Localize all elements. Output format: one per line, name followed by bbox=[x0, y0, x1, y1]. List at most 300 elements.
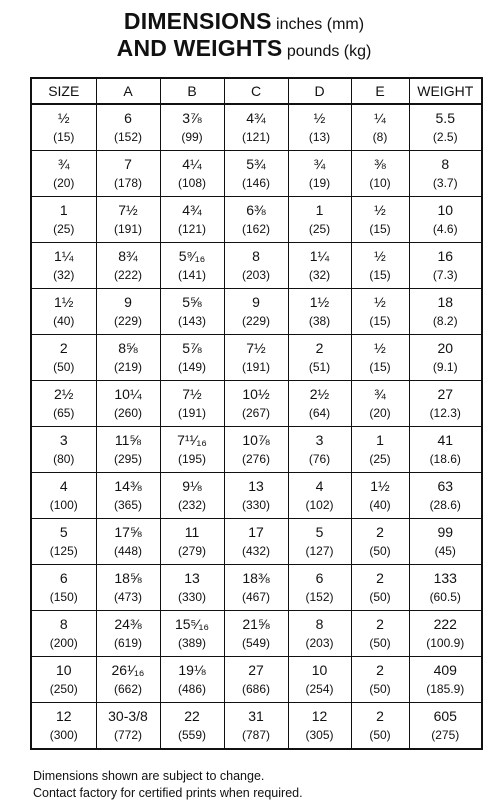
value-imperial: 12 bbox=[55, 708, 72, 724]
cell-c bbox=[224, 104, 288, 151]
cell-b bbox=[160, 473, 224, 519]
value-imperial: 4¾ bbox=[246, 110, 266, 126]
value-imperial: 11⅝ bbox=[114, 432, 142, 448]
value-metric: (772) bbox=[113, 728, 142, 742]
cell-e bbox=[351, 519, 409, 565]
value-imperial: 605 bbox=[433, 708, 457, 724]
value-metric: (152) bbox=[305, 590, 334, 604]
value-imperial: 11 bbox=[184, 524, 200, 540]
table-row bbox=[31, 381, 482, 427]
value-imperial: 9⅛ bbox=[182, 478, 202, 494]
table-row bbox=[31, 243, 482, 289]
cell-d bbox=[288, 427, 351, 473]
cell-size bbox=[31, 657, 96, 703]
value-metric: (432) bbox=[241, 544, 270, 558]
value-metric: (276) bbox=[241, 452, 270, 466]
table-row bbox=[31, 151, 482, 197]
value-metric: (203) bbox=[305, 636, 334, 650]
cell-a bbox=[96, 151, 160, 197]
cell-c bbox=[224, 427, 288, 473]
cell-b bbox=[160, 335, 224, 381]
value-metric: (40) bbox=[369, 498, 391, 512]
value-imperial: 15⁵⁄₁₆ bbox=[174, 616, 210, 632]
cell-size bbox=[31, 519, 96, 565]
value-imperial: 7½ bbox=[118, 202, 138, 218]
value-imperial: 10 bbox=[437, 202, 454, 218]
value-imperial: 409 bbox=[433, 662, 457, 678]
value-imperial: 5.5 bbox=[435, 110, 455, 126]
value-imperial: 19⅛ bbox=[178, 662, 206, 678]
value-imperial: 1 bbox=[59, 202, 68, 218]
cell-weight bbox=[409, 611, 482, 657]
table-row bbox=[31, 611, 482, 657]
title-dimensions: DIMENSIONS bbox=[123, 8, 272, 34]
value-imperial: 1½ bbox=[54, 294, 74, 310]
value-metric: (100) bbox=[49, 498, 78, 512]
value-imperial: 5⅞ bbox=[182, 340, 202, 356]
value-imperial: 20 bbox=[437, 340, 454, 356]
value-metric: (389) bbox=[177, 636, 206, 650]
value-metric: (50) bbox=[369, 636, 391, 650]
value-metric: (127) bbox=[305, 544, 334, 558]
value-metric: (222) bbox=[113, 268, 142, 282]
cell-e bbox=[351, 703, 409, 750]
value-imperial: 2 bbox=[376, 524, 384, 540]
value-metric: (448) bbox=[113, 544, 142, 558]
value-metric: (150) bbox=[49, 590, 78, 604]
cell-d bbox=[288, 703, 351, 750]
title-line-2 bbox=[0, 37, 488, 60]
column-header-weight: WEIGHT bbox=[409, 78, 482, 104]
value-imperial: 7½ bbox=[182, 386, 202, 402]
value-metric: (99) bbox=[181, 130, 203, 144]
value-imperial: 2 bbox=[376, 708, 384, 724]
cell-weight bbox=[409, 243, 482, 289]
cell-b bbox=[160, 657, 224, 703]
value-metric: (467) bbox=[241, 590, 270, 604]
value-metric: (20) bbox=[53, 176, 75, 190]
value-metric: (2.5) bbox=[432, 130, 458, 144]
cell-b bbox=[160, 289, 224, 335]
value-imperial: 18⅝ bbox=[114, 570, 142, 586]
cell-e bbox=[351, 427, 409, 473]
table-row bbox=[31, 289, 482, 335]
value-metric: (191) bbox=[177, 406, 206, 420]
cell-b bbox=[160, 197, 224, 243]
value-imperial: 1¼ bbox=[54, 248, 74, 264]
value-imperial: 7 bbox=[124, 156, 132, 172]
cell-e bbox=[351, 657, 409, 703]
cell-size bbox=[31, 197, 96, 243]
table-row bbox=[31, 657, 482, 703]
value-imperial: 99 bbox=[437, 524, 454, 540]
cell-b bbox=[160, 611, 224, 657]
value-metric: (76) bbox=[308, 452, 331, 466]
cell-weight bbox=[409, 197, 482, 243]
cell-weight bbox=[409, 657, 482, 703]
table-row bbox=[31, 197, 482, 243]
value-imperial: 16 bbox=[437, 248, 454, 264]
table-row bbox=[31, 427, 482, 473]
cell-b bbox=[160, 427, 224, 473]
cell-d bbox=[288, 289, 351, 335]
value-metric: (559) bbox=[177, 728, 206, 742]
value-imperial: 2 bbox=[59, 340, 68, 356]
column-header-b: B bbox=[160, 78, 224, 104]
table-row bbox=[31, 519, 482, 565]
cell-e bbox=[351, 381, 409, 427]
value-metric: (295) bbox=[113, 452, 142, 466]
value-metric: (279) bbox=[177, 544, 206, 558]
value-imperial: 10½ bbox=[242, 386, 270, 402]
cell-a bbox=[96, 335, 160, 381]
cell-weight bbox=[409, 565, 482, 611]
value-imperial: 2½ bbox=[309, 386, 330, 402]
value-metric: (662) bbox=[113, 682, 142, 696]
value-imperial: 31 bbox=[248, 708, 264, 724]
value-metric: (787) bbox=[241, 728, 270, 742]
value-metric: (25) bbox=[308, 222, 331, 236]
value-metric: (100.9) bbox=[426, 636, 465, 650]
value-imperial: 222 bbox=[433, 616, 457, 632]
value-imperial: 2 bbox=[376, 616, 384, 632]
value-imperial: 1 bbox=[376, 432, 384, 448]
value-imperial: ¾ bbox=[313, 156, 326, 172]
value-imperial: 2 bbox=[315, 340, 324, 356]
cell-d bbox=[288, 611, 351, 657]
cell-size bbox=[31, 427, 96, 473]
value-metric: (28.6) bbox=[429, 498, 461, 512]
value-imperial: ½ bbox=[374, 202, 386, 218]
value-metric: (12.3) bbox=[429, 406, 461, 420]
cell-weight bbox=[409, 381, 482, 427]
value-metric: (191) bbox=[113, 222, 142, 236]
value-metric: (121) bbox=[241, 130, 270, 144]
cell-c bbox=[224, 335, 288, 381]
value-imperial: 3 bbox=[59, 432, 68, 448]
cell-size bbox=[31, 289, 96, 335]
dimensions-table bbox=[30, 77, 483, 750]
value-metric: (9.1) bbox=[432, 360, 458, 374]
value-metric: (267) bbox=[241, 406, 270, 420]
value-metric: (254) bbox=[305, 682, 334, 696]
cell-d bbox=[288, 335, 351, 381]
title-weights-unit: pounds (kg) bbox=[282, 43, 372, 60]
cell-e bbox=[351, 151, 409, 197]
table-row bbox=[31, 473, 482, 519]
cell-a bbox=[96, 381, 160, 427]
cell-c bbox=[224, 519, 288, 565]
value-metric: (50) bbox=[53, 360, 75, 374]
column-header-size: SIZE bbox=[31, 78, 96, 104]
value-metric: (229) bbox=[113, 314, 142, 328]
value-imperial: 17⅝ bbox=[114, 524, 142, 540]
value-metric: (38) bbox=[308, 314, 331, 328]
value-metric: (232) bbox=[177, 498, 206, 512]
cell-size bbox=[31, 104, 96, 151]
cell-a bbox=[96, 427, 160, 473]
cell-weight bbox=[409, 473, 482, 519]
cell-c bbox=[224, 197, 288, 243]
cell-e bbox=[351, 335, 409, 381]
value-metric: (45) bbox=[434, 544, 456, 558]
value-metric: (3.7) bbox=[432, 176, 458, 190]
value-metric: (32) bbox=[308, 268, 331, 282]
cell-size bbox=[31, 335, 96, 381]
value-imperial: 3 bbox=[315, 432, 324, 448]
cell-d bbox=[288, 197, 351, 243]
value-metric: (50) bbox=[369, 728, 391, 742]
value-imperial: 13 bbox=[248, 478, 264, 494]
value-metric: (250) bbox=[49, 682, 78, 696]
cell-size bbox=[31, 151, 96, 197]
table-row bbox=[31, 335, 482, 381]
value-imperial: 27 bbox=[248, 662, 264, 678]
value-metric: (203) bbox=[241, 268, 270, 282]
value-imperial: 10⅞ bbox=[242, 432, 270, 448]
value-metric: (146) bbox=[241, 176, 270, 190]
cell-d bbox=[288, 473, 351, 519]
table-header-row bbox=[31, 78, 482, 104]
value-imperial: 8 bbox=[59, 616, 68, 632]
title-weights: AND WEIGHTS bbox=[116, 35, 283, 61]
value-metric: (8) bbox=[372, 130, 388, 144]
value-metric: (191) bbox=[241, 360, 270, 374]
value-imperial: 9 bbox=[252, 294, 260, 310]
cell-weight bbox=[409, 151, 482, 197]
value-metric: (125) bbox=[49, 544, 78, 558]
cell-d bbox=[288, 104, 351, 151]
value-metric: (40) bbox=[53, 314, 75, 328]
value-imperial: 4¼ bbox=[182, 156, 202, 172]
cell-b bbox=[160, 151, 224, 197]
value-metric: (149) bbox=[177, 360, 206, 374]
value-imperial: ½ bbox=[374, 340, 386, 356]
value-imperial: ½ bbox=[57, 110, 70, 126]
value-metric: (50) bbox=[369, 682, 391, 696]
cell-b bbox=[160, 565, 224, 611]
value-imperial: 14⅜ bbox=[114, 478, 142, 494]
cell-c bbox=[224, 381, 288, 427]
value-imperial: 9 bbox=[124, 294, 132, 310]
value-metric: (102) bbox=[305, 498, 334, 512]
value-metric: (178) bbox=[113, 176, 142, 190]
value-metric: (60.5) bbox=[429, 590, 461, 604]
value-metric: (330) bbox=[241, 498, 270, 512]
cell-size bbox=[31, 565, 96, 611]
value-imperial: 30-3/8 bbox=[108, 708, 148, 724]
value-imperial: 22 bbox=[184, 708, 200, 724]
value-imperial: 5 bbox=[315, 524, 324, 540]
cell-d bbox=[288, 381, 351, 427]
value-imperial: 133 bbox=[433, 570, 457, 586]
cell-d bbox=[288, 657, 351, 703]
cell-c bbox=[224, 611, 288, 657]
cell-b bbox=[160, 519, 224, 565]
value-imperial: 18⅜ bbox=[242, 570, 270, 586]
value-metric: (19) bbox=[308, 176, 331, 190]
cell-d bbox=[288, 243, 351, 289]
value-metric: (152) bbox=[113, 130, 142, 144]
column-header-c: C bbox=[224, 78, 288, 104]
value-metric: (330) bbox=[177, 590, 206, 604]
title-line-1 bbox=[0, 10, 488, 33]
value-metric: (260) bbox=[113, 406, 142, 420]
value-imperial: 6 bbox=[315, 570, 324, 586]
cell-size bbox=[31, 473, 96, 519]
cell-size bbox=[31, 381, 96, 427]
value-imperial: ¾ bbox=[374, 386, 386, 402]
value-metric: (32) bbox=[53, 268, 75, 282]
value-imperial: 1½ bbox=[370, 478, 390, 494]
value-imperial: 5 bbox=[59, 524, 68, 540]
value-imperial: 6 bbox=[124, 110, 132, 126]
value-metric: (15) bbox=[53, 130, 75, 144]
cell-d bbox=[288, 565, 351, 611]
cell-b bbox=[160, 243, 224, 289]
value-metric: (8.2) bbox=[432, 314, 458, 328]
value-metric: (50) bbox=[369, 590, 391, 604]
footnote-line-1: Dimensions shown are subject to change. bbox=[33, 769, 265, 783]
cell-e bbox=[351, 104, 409, 151]
value-imperial: 5⅝ bbox=[182, 294, 202, 310]
cell-c bbox=[224, 151, 288, 197]
value-imperial: 7½ bbox=[246, 340, 266, 356]
value-imperial: 6⅜ bbox=[246, 202, 266, 218]
footnote-line-2: Contact factory for certified prints when required. bbox=[33, 786, 303, 800]
value-imperial: 10¼ bbox=[114, 386, 142, 402]
cell-weight bbox=[409, 703, 482, 750]
value-imperial: 8⅝ bbox=[118, 340, 138, 356]
value-imperial: 4¾ bbox=[182, 202, 202, 218]
cell-b bbox=[160, 104, 224, 151]
value-metric: (549) bbox=[241, 636, 270, 650]
cell-c bbox=[224, 703, 288, 750]
value-imperial: 63 bbox=[437, 478, 454, 494]
value-imperial: 13 bbox=[184, 570, 200, 586]
value-metric: (108) bbox=[177, 176, 206, 190]
value-metric: (300) bbox=[49, 728, 78, 742]
cell-a bbox=[96, 703, 160, 750]
cell-c bbox=[224, 473, 288, 519]
value-metric: (185.9) bbox=[426, 682, 465, 696]
cell-b bbox=[160, 703, 224, 750]
value-imperial: 27 bbox=[437, 386, 454, 402]
value-imperial: ⅜ bbox=[374, 156, 386, 172]
table-body bbox=[31, 104, 482, 749]
column-header-e: E bbox=[351, 78, 409, 104]
value-metric: (686) bbox=[241, 682, 270, 696]
value-imperial: 10 bbox=[311, 662, 328, 678]
cell-a bbox=[96, 565, 160, 611]
value-metric: (195) bbox=[177, 452, 206, 466]
value-metric: (13) bbox=[308, 130, 331, 144]
value-imperial: 8 bbox=[315, 616, 324, 632]
value-imperial: 6 bbox=[59, 570, 68, 586]
cell-c bbox=[224, 657, 288, 703]
value-imperial: ¼ bbox=[374, 110, 386, 126]
value-imperial: ¾ bbox=[57, 156, 70, 172]
value-imperial: 12 bbox=[311, 708, 328, 724]
cell-weight bbox=[409, 289, 482, 335]
cell-e bbox=[351, 565, 409, 611]
value-imperial: 10 bbox=[55, 662, 72, 678]
value-metric: (143) bbox=[177, 314, 206, 328]
value-metric: (275) bbox=[431, 728, 460, 742]
column-header-d: D bbox=[288, 78, 351, 104]
value-metric: (473) bbox=[113, 590, 142, 604]
value-metric: (141) bbox=[177, 268, 206, 282]
cell-a bbox=[96, 657, 160, 703]
column-header-a: A bbox=[96, 78, 160, 104]
value-metric: (365) bbox=[113, 498, 142, 512]
cell-a bbox=[96, 611, 160, 657]
value-metric: (64) bbox=[308, 406, 331, 420]
value-imperial: 2½ bbox=[54, 386, 74, 402]
value-metric: (15) bbox=[369, 222, 391, 236]
value-metric: (229) bbox=[241, 314, 270, 328]
value-metric: (65) bbox=[53, 406, 75, 420]
value-metric: (162) bbox=[241, 222, 270, 236]
value-imperial: 1 bbox=[315, 202, 324, 218]
value-imperial: 1½ bbox=[309, 294, 330, 310]
value-imperial: 41 bbox=[437, 432, 454, 448]
value-imperial: 7¹¹⁄₁₆ bbox=[177, 432, 207, 448]
value-imperial: 4 bbox=[59, 478, 68, 494]
value-metric: (20) bbox=[369, 406, 391, 420]
value-imperial: ½ bbox=[374, 248, 386, 264]
cell-d bbox=[288, 519, 351, 565]
value-metric: (200) bbox=[49, 636, 78, 650]
cell-a bbox=[96, 473, 160, 519]
cell-e bbox=[351, 197, 409, 243]
page-title bbox=[0, 10, 488, 60]
cell-weight bbox=[409, 104, 482, 151]
value-imperial: 1¼ bbox=[309, 248, 330, 264]
value-metric: (121) bbox=[177, 222, 206, 236]
cell-size bbox=[31, 703, 96, 750]
cell-a bbox=[96, 289, 160, 335]
table-row bbox=[31, 565, 482, 611]
value-imperial: 2 bbox=[376, 662, 384, 678]
value-imperial: 8 bbox=[441, 156, 450, 172]
cell-a bbox=[96, 197, 160, 243]
cell-e bbox=[351, 243, 409, 289]
value-metric: (25) bbox=[53, 222, 75, 236]
value-metric: (10) bbox=[369, 176, 391, 190]
value-metric: (25) bbox=[369, 452, 391, 466]
value-metric: (4.6) bbox=[432, 222, 458, 236]
value-imperial: 4 bbox=[315, 478, 324, 494]
title-dimensions-unit: inches (mm) bbox=[271, 16, 365, 33]
value-imperial: ½ bbox=[313, 110, 326, 126]
value-imperial: 8 bbox=[252, 248, 260, 264]
value-imperial: 21⅝ bbox=[242, 616, 270, 632]
value-imperial: 3⅞ bbox=[182, 110, 202, 126]
table-row bbox=[31, 703, 482, 750]
value-metric: (486) bbox=[177, 682, 206, 696]
value-imperial: ½ bbox=[374, 294, 386, 310]
value-metric: (15) bbox=[369, 268, 391, 282]
cell-b bbox=[160, 381, 224, 427]
cell-size bbox=[31, 243, 96, 289]
value-imperial: 5⁹⁄₁₆ bbox=[178, 248, 206, 264]
cell-weight bbox=[409, 519, 482, 565]
value-metric: (80) bbox=[53, 452, 75, 466]
value-imperial: 18 bbox=[437, 294, 454, 310]
value-metric: (15) bbox=[369, 360, 391, 374]
cell-e bbox=[351, 611, 409, 657]
